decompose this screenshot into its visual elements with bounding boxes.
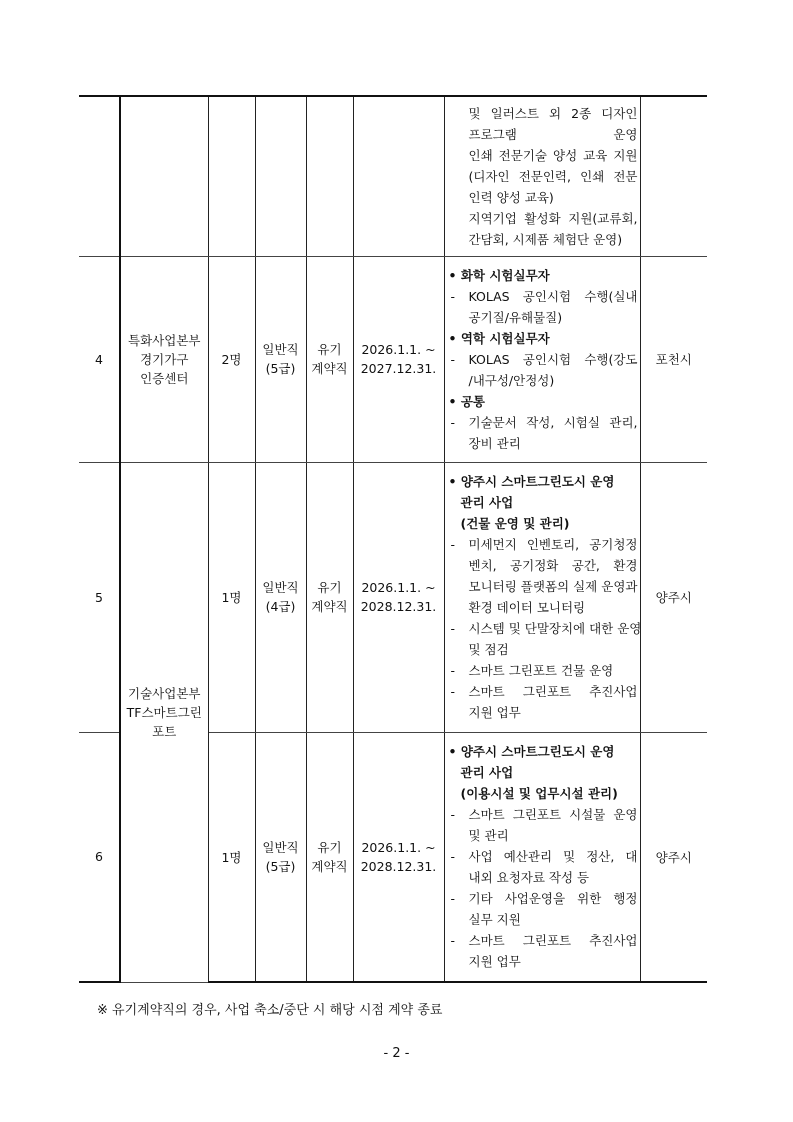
- duty-text: 내외 요청자료 작성 등: [468, 870, 590, 886]
- cell-line: 일반직: [262, 580, 299, 595]
- duty-line: [449, 741, 638, 762]
- duties-cell: [444, 462, 640, 732]
- contract-type-cell: [306, 462, 353, 732]
- duty-line: [449, 471, 638, 492]
- duty-line: [449, 867, 638, 888]
- cell-line: 계약직: [311, 361, 348, 376]
- duty-line: [449, 187, 638, 208]
- dash-marker: -: [450, 351, 456, 367]
- duty-text: 사업 예산관리 및 정산, 대: [468, 849, 638, 865]
- duty-line: [449, 930, 638, 951]
- dash-marker: -: [450, 288, 456, 304]
- department-lines: [121, 684, 208, 741]
- duty-line: [449, 909, 638, 930]
- row-number-cell: [79, 96, 120, 256]
- duty-text: 관리 사업: [460, 765, 514, 781]
- duty-text: 스마트 그린포트 건물 운영: [468, 663, 614, 678]
- duty-text: 실무 지원: [468, 912, 521, 928]
- duty-line: [449, 639, 638, 660]
- work-location-cell: 포천시: [640, 256, 707, 462]
- duty-line: [449, 597, 638, 618]
- dash-marker: -: [450, 414, 456, 430]
- duty-text: 벤치, 공기정화 공간, 환경: [468, 558, 638, 573]
- duty-text: 프로그램 운영: [468, 126, 638, 142]
- cell-line: 유기: [317, 342, 342, 357]
- duty-text: 모니터링 플랫폼의 실제 운영과: [468, 579, 638, 594]
- dash-marker: -: [450, 849, 456, 865]
- duty-text: • 화학 시험실무자: [448, 267, 550, 283]
- duty-line: [449, 103, 638, 124]
- cell-line: 경기가구: [140, 351, 189, 367]
- duty-line: [449, 702, 638, 723]
- duty-text: 기타 사업운영을 위한 행정: [468, 891, 638, 907]
- duty-text: 및 관리: [468, 828, 509, 844]
- duty-text: 및 일러스트 외 2종 디자인: [468, 105, 638, 121]
- duty-text: (이용시설 및 업무시설 관리): [460, 786, 618, 802]
- duties-cell: [444, 96, 640, 256]
- cell-line: 2026.1.1. ~: [361, 839, 436, 855]
- duty-line: [449, 124, 638, 145]
- department-cell: [120, 462, 208, 982]
- duty-line: [449, 145, 638, 166]
- cell-line: 2028.12.31.: [360, 858, 437, 874]
- duty-line: [449, 681, 638, 702]
- duty-line: [449, 804, 638, 825]
- cell-line: 유기: [317, 580, 342, 595]
- duty-text: 및 점검: [468, 642, 509, 657]
- duties-cell: [444, 256, 640, 462]
- duty-line: [449, 265, 638, 286]
- duty-text: KOLAS 공인시험 수행(강도: [468, 351, 638, 367]
- dash-marker: -: [450, 807, 456, 823]
- dash-marker: -: [450, 891, 456, 907]
- duty-text: 스마트 그린포트 시설물 운영: [468, 807, 638, 823]
- table-row: [79, 462, 707, 732]
- row-number-cell: 5: [79, 462, 120, 732]
- duty-text: • 공통: [448, 393, 485, 409]
- duty-text: • 양주시 스마트그린도시 운영: [448, 744, 615, 760]
- cell-line: TF스마트그린: [126, 704, 202, 720]
- contract-type-cell: [306, 256, 353, 462]
- duty-text: 기술문서 작성, 시험실 관리,: [468, 414, 638, 430]
- duty-line: [449, 576, 638, 597]
- work-location-cell: 양주시: [640, 732, 707, 982]
- table-row: [79, 256, 707, 462]
- duty-line: [449, 349, 638, 370]
- contract-period-cell: [353, 462, 444, 732]
- department-cell: [120, 256, 208, 462]
- duty-text: 스마트 그린포트 추진사업: [468, 684, 638, 699]
- cell-line: 일반직: [262, 342, 299, 357]
- duty-line: [449, 286, 638, 307]
- duty-text: 시스템 및 단말장치에 대한 운영: [468, 621, 642, 636]
- duty-text: 인력 양성 교육): [468, 189, 554, 205]
- duty-text: 인쇄 전문기술 양성 교육 지원: [468, 147, 638, 163]
- contract-period-cell: [353, 96, 444, 256]
- duty-text: /내구성/안정성): [468, 372, 555, 388]
- cell-line: 포트: [152, 723, 177, 739]
- cell-line: 인증센터: [140, 370, 189, 386]
- grade-cell: [255, 96, 306, 256]
- duty-line: [449, 783, 638, 804]
- duty-text: 간담회, 시제품 체험단 운영): [468, 231, 623, 247]
- cell-line: 2026.1.1. ~: [361, 342, 436, 357]
- duty-line: [449, 888, 638, 909]
- duty-line: [449, 492, 638, 513]
- cell-line: (5급): [265, 361, 296, 376]
- department-cell: [120, 96, 208, 256]
- duty-text: 환경 데이터 모니터링: [468, 600, 586, 615]
- duty-line: [449, 951, 638, 972]
- contract-period-cell: [353, 256, 444, 462]
- duty-line: [449, 846, 638, 867]
- duty-text: KOLAS 공인시험 수행(실내: [468, 288, 638, 304]
- duty-line: [449, 166, 638, 187]
- duty-text: (건물 운영 및 관리): [460, 516, 570, 531]
- grade-cell: [255, 256, 306, 462]
- duty-text: 관리 사업: [460, 495, 514, 510]
- dash-marker: -: [450, 933, 456, 949]
- duty-text: 스마트 그린포트 추진사업: [468, 933, 638, 949]
- work-location-cell: 양주시: [640, 462, 707, 732]
- headcount-cell: [208, 96, 255, 256]
- duty-text: • 양주시 스마트그린도시 운영: [448, 474, 615, 489]
- dash-marker: -: [450, 684, 456, 699]
- row-number-cell: 6: [79, 732, 120, 982]
- duty-line: [449, 307, 638, 328]
- contract-type-cell: [306, 96, 353, 256]
- cell-line: 기술사업본부: [128, 685, 201, 701]
- duty-text: • 역학 시험실무자: [448, 330, 550, 346]
- grade-cell: [255, 462, 306, 732]
- duty-text: 공기질/유해물질): [468, 309, 563, 325]
- duty-text: (디자인 전문인력, 인쇄 전문: [468, 168, 638, 184]
- headcount-cell: 1명: [208, 462, 255, 732]
- dash-marker: -: [450, 621, 456, 636]
- duty-text: 미세먼지 인벤토리, 공기청정: [468, 537, 638, 552]
- contract-note: ※ 유기계약직의 경우, 사업 축소/중단 시 해당 시점 계약 종료: [97, 1003, 443, 1018]
- duty-line: [449, 229, 638, 250]
- duty-line: [449, 513, 638, 534]
- contract-period-cell: [353, 732, 444, 982]
- work-location-cell: [640, 96, 707, 256]
- duty-line: [449, 762, 638, 783]
- cell-line: 특화사업본부: [128, 332, 201, 348]
- contract-type-cell: [306, 732, 353, 982]
- duty-text: 지역기업 활성화 지원(교류회,: [468, 210, 638, 226]
- recruitment-table: [79, 95, 707, 983]
- grade-cell: [255, 732, 306, 982]
- cell-line: 계약직: [311, 599, 348, 614]
- cell-line: 2028.12.31.: [360, 599, 437, 614]
- duty-line: [449, 412, 638, 433]
- headcount-cell: 2명: [208, 256, 255, 462]
- duty-line: [449, 660, 638, 681]
- duty-line: [449, 370, 638, 391]
- cell-line: 일반직: [262, 839, 299, 855]
- cell-line: (5급): [265, 858, 296, 874]
- duty-text: 지원 업무: [468, 954, 521, 970]
- duty-line: [449, 555, 638, 576]
- duty-text: 장비 관리: [468, 435, 521, 451]
- duty-line: [449, 618, 642, 639]
- row-number-cell: 4: [79, 256, 120, 462]
- duty-line: [449, 208, 638, 229]
- dash-marker: -: [450, 537, 456, 552]
- duty-line: [449, 328, 638, 349]
- cell-line: 유기: [317, 839, 342, 855]
- cell-line: (4급): [265, 599, 296, 614]
- cell-line: 2027.12.31.: [360, 361, 437, 376]
- duty-line: [449, 391, 638, 412]
- duty-line: [449, 433, 638, 454]
- table-row: [79, 96, 707, 256]
- page-number: - 2 -: [383, 1046, 410, 1061]
- duty-line: [449, 534, 638, 555]
- cell-line: 계약직: [311, 858, 348, 874]
- headcount-cell: 1명: [208, 732, 255, 982]
- duty-text: 지원 업무: [468, 705, 521, 720]
- dash-marker: -: [450, 663, 456, 678]
- duties-cell: [444, 732, 640, 982]
- cell-line: 2026.1.1. ~: [361, 580, 436, 595]
- duty-line: [449, 825, 638, 846]
